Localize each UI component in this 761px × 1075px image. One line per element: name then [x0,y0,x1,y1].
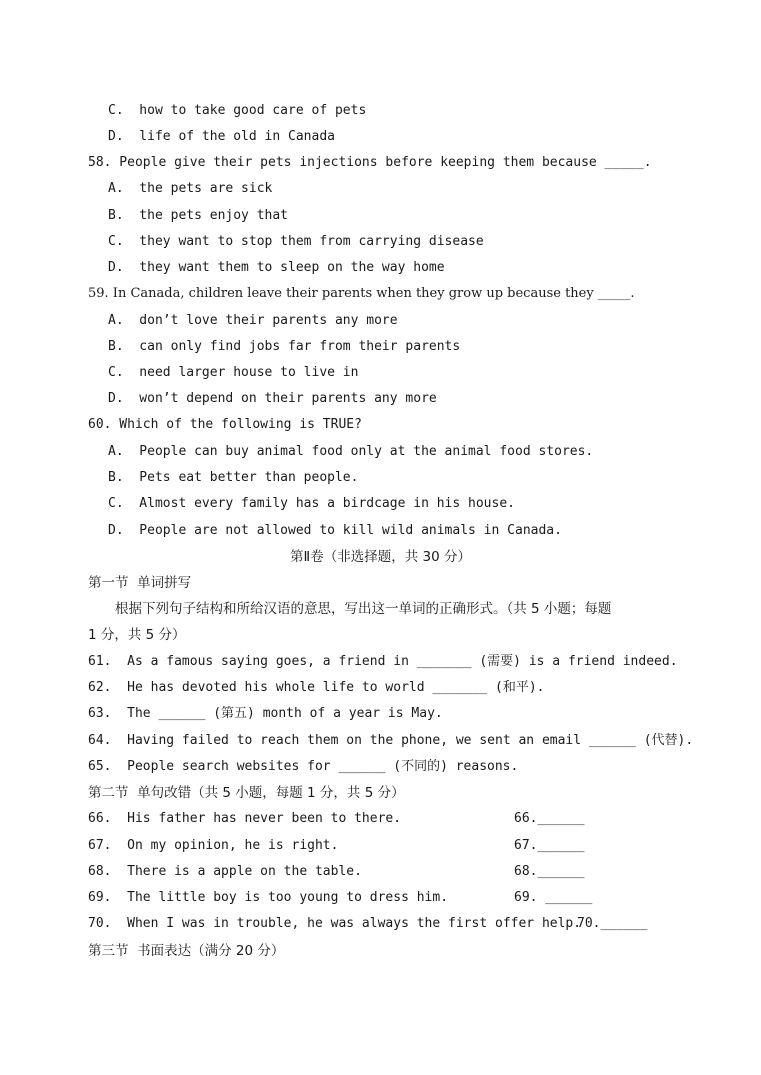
q60-option-d: D. People are not allowed to kill wild animals in Canada. [108,523,562,538]
q59-option-a: A. don’t love their parents any more [108,313,398,328]
q58-option-d: D. they want them to sleep on the way home [108,260,445,275]
q60-stem: 60. Which of the following is TRUE? [88,417,362,432]
q70-answer-blank: 70.______ [577,916,648,931]
section1-instruction-line1: 根据下列句子结构和所给汉语的意思，写出这一单词的正确形式。（共 5 小题；每题 [115,601,612,617]
q59-option-d: D. won’t depend on their parents any more [108,391,437,406]
q68-text: 68. There is a apple on the table. [88,864,362,879]
section3-title: 第三节 书面表达（满分 20 分） [88,943,285,959]
q69-answer-blank: 69. ______ [514,890,593,905]
q62: 62. He has devoted his whole life to world _______ (和平). [88,680,545,695]
q59-stem: 59. In Canada, children leave their parents when they grow up because they _____. [88,286,635,301]
q68-answer-blank: 68.______ [514,864,585,879]
q60-option-b: B. Pets eat better than people. [108,470,359,485]
section1-title: 第一节 单词拼写 [88,575,192,591]
q58-stem: 58. People give their pets injections before keeping them because _____. [88,155,652,170]
q58-option-c: C. they want to stop them from carrying disease [108,234,484,249]
q66-text: 66. His father has never been to there. [88,811,402,826]
q67-answer-blank: 67.______ [514,838,585,853]
q65: 65. People search websites for ______ (不同的) reasons. [88,759,519,774]
q60-option-a: A. People can buy animal food only at the animal food stores. [108,444,594,459]
q57-option-c: C. how to take good care of pets [108,103,367,118]
q58-option-b: B. the pets enjoy that [108,208,289,223]
q59-option-b: B. can only find jobs far from their parents [108,339,461,354]
section1-instruction-line2: 1 分，共 5 分） [88,627,186,643]
q69-text: 69. The little boy is too young to dress him. [88,890,449,905]
q60-option-c: C. Almost every family has a birdcage in his house. [108,496,515,511]
part2-title: 第Ⅱ卷（非选择题，共 30 分） [290,549,471,565]
q64: 64. Having failed to reach them on the phone, we sent an email ______ (代替). [88,733,694,748]
q70-text: 70. When I was in trouble, he was always the first offer help. [88,916,582,931]
q58-option-a: A. the pets are sick [108,181,273,196]
q63: 63. The ______ (第五) month of a year is May. [88,706,443,721]
q59-option-c: C. need larger house to live in [108,365,359,380]
q61: 61. As a famous saying goes, a friend in _______ (需要) is a friend indeed. [88,654,678,669]
q57-option-d: D. life of the old in Canada [108,129,335,144]
section2-title: 第二节 单句改错（共 5 小题，每题 1 分，共 5 分） [88,785,405,801]
q66-answer-blank: 66.______ [514,811,585,826]
q67-text: 67. On my opinion, he is right. [88,838,339,853]
